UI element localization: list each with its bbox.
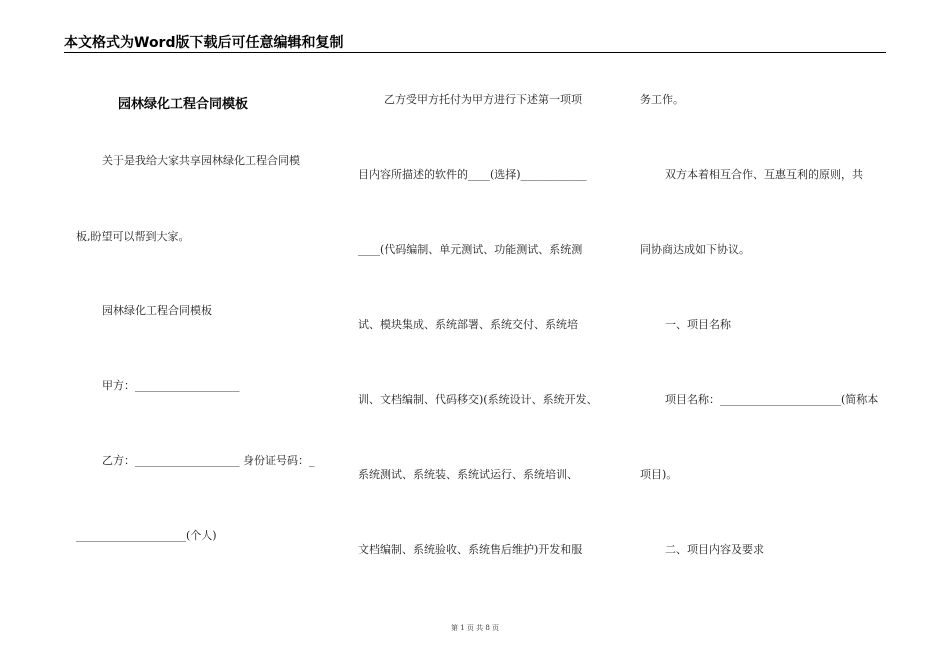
middle-line-7: 文档编制、系统验收、系统售后维护)开发和服 (358, 543, 583, 556)
right-line-3: 同协商达成如下协议。 (640, 243, 750, 256)
page-number: 第 1 页 共 8 页 (450, 624, 500, 632)
right-line-1: 务工作。 (640, 93, 684, 106)
document-title: 园林绿化工程合同模板 (118, 97, 249, 112)
section-heading-project-name: 一、项目名称 (665, 318, 731, 331)
section-heading-project-content: 二、项目内容及要求 (665, 543, 764, 556)
intro-line-2: 板,盼望可以帮到大家。 (76, 230, 190, 243)
document-header: 本文格式为Word版下载后可任意编辑和复制 (64, 35, 344, 51)
project-name-field: 项目名称：______________________(简称本 (665, 393, 879, 406)
intro-line-1: 关于是我给大家共享园林绿化工程合同模 (102, 154, 300, 167)
middle-line-3: ____(代码编制、单元测试、功能测试、系统测 (358, 243, 583, 256)
header-divider (64, 52, 886, 53)
right-line-6: 项目)。 (640, 468, 678, 481)
middle-line-2: 目内容所描述的软件的____(选择)____________ (358, 168, 587, 181)
party-a-line: 甲方：___________________ (102, 379, 240, 392)
middle-line-5: 训、文档编制、代码移交)(系统设计、系统开发、 (358, 393, 598, 406)
middle-line-1: 乙方受甲方托付为甲方进行下述第一项项 (384, 93, 582, 106)
party-b-line: 乙方：___________________ 身份证号码：_ (102, 454, 315, 467)
contract-subtitle: 园林绿化工程合同模板 (102, 304, 212, 317)
right-line-2: 双方本着相互合作、互惠互利的原则，共 (665, 168, 863, 181)
middle-line-6: 系统测试、系统装、系统试运行、系统培训、 (358, 468, 578, 481)
party-b-continuation: ____________________(个人) (76, 529, 217, 542)
middle-line-4: 试、模块集成、系统部署、系统交付、系统培 (358, 318, 578, 331)
